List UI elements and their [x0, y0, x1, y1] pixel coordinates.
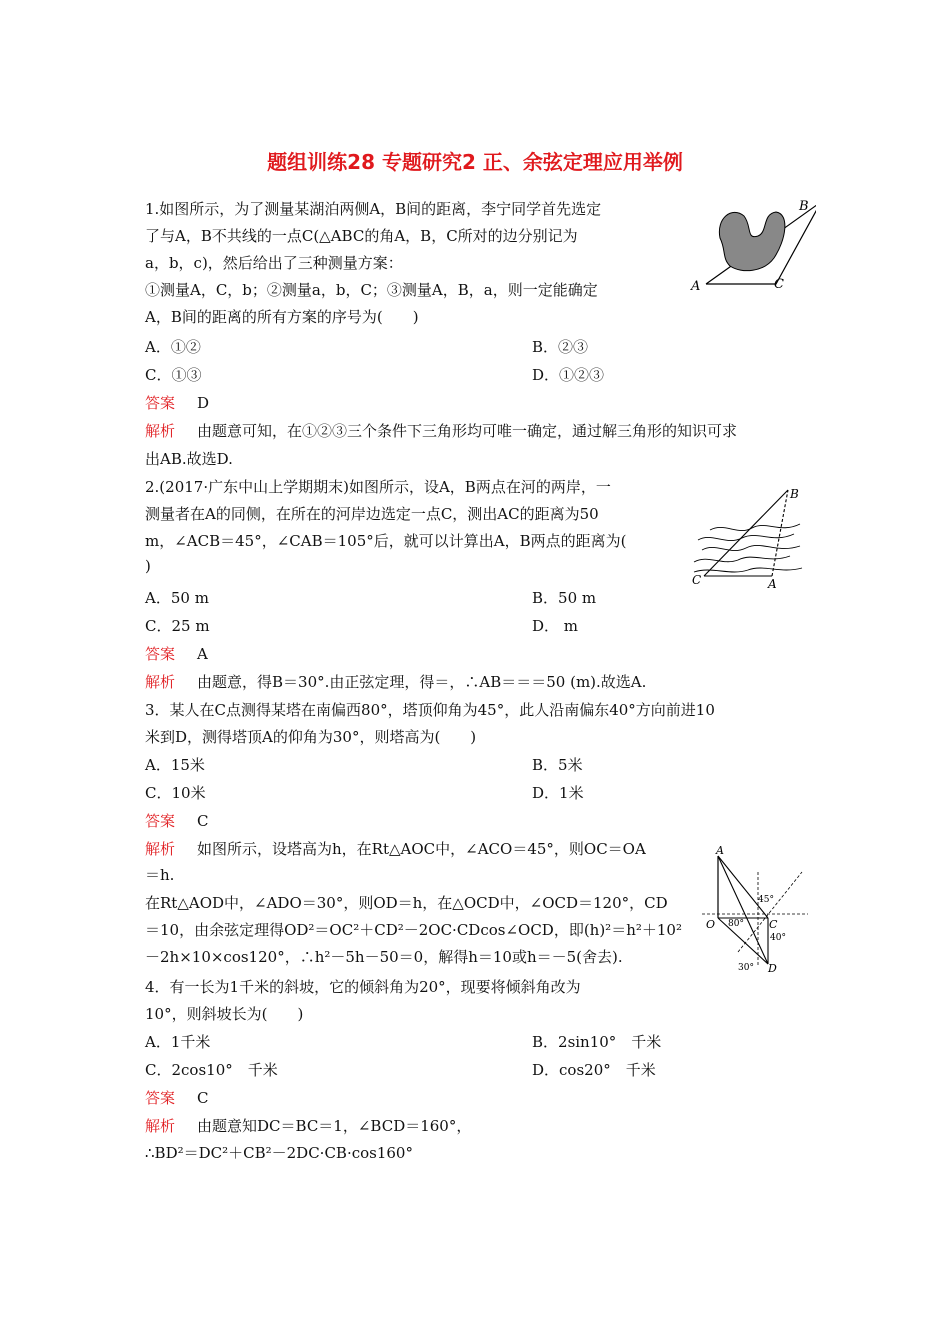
q3-angle-30: 30°: [738, 963, 754, 973]
q1-label-c: C: [774, 277, 784, 292]
q2-line-2: 测量者在A的同侧，在所在的河岸边选定一点C，测出AC的距离为50: [145, 505, 599, 523]
q3-line-2: 米到D，测得塔顶A的仰角为30°，则塔高为( ): [145, 728, 477, 746]
q2-line-4: ): [145, 557, 151, 575]
q1-analysis-line-1: 由题意可知，在①②③三个条件下三角形均可唯一确定，通过解三角形的知识可求: [197, 422, 738, 440]
q2-analysis: [145, 671, 646, 692]
q1-analysis: [145, 420, 737, 441]
q2-option-d: D． m: [532, 617, 579, 635]
q4-option-b: B．2sin10° 千米: [532, 1033, 662, 1051]
answer-label: 答案: [145, 645, 176, 663]
q3-answer-value: C: [197, 812, 209, 830]
answer-label: 答案: [145, 812, 176, 830]
q3-tower-figure: [698, 842, 810, 974]
q1-option-c: C．①③: [145, 366, 202, 384]
q2-line-1: 2.(2017·广东中山上学期期末)如图所示，设A，B两点在河的两岸，一: [145, 478, 611, 496]
q1-answer-value: D: [197, 394, 210, 412]
q3-analysis: [145, 838, 646, 859]
q3-analysis-line-5: －2h×10×cos120°，∴h²－5h－50＝0，解得h＝10或h＝－5(舍去).: [145, 948, 623, 966]
q1-label-a: A: [691, 279, 701, 294]
q3-label-d: D: [768, 962, 777, 974]
q3-option-b: B．5米: [532, 756, 583, 774]
q3-option-c: C．10米: [145, 784, 206, 802]
q4-line-1: 4．有一长为1千米的斜坡，它的倾斜角为20°，现要将倾斜角改为: [145, 978, 581, 996]
analysis-label: 解析: [145, 840, 176, 858]
q3-angle-80: 80°: [728, 919, 744, 929]
q3-label-c: C: [769, 918, 778, 931]
q1-label-b: B: [799, 199, 809, 214]
q4-analysis-line-1: 由题意知DC＝BC＝1，∠BCD＝160°，: [197, 1117, 472, 1135]
q3-line-1: 3．某人在C点测得某塔在南偏西80°，塔顶仰角为45°，此人沿南偏东40°方向前进10: [145, 701, 715, 719]
q2-option-b: B．50 m: [532, 589, 597, 607]
q1-line-4: ①测量A，C，b；②测量a，b，C；③测量A，B，a，则一定能确定: [145, 281, 598, 299]
q4-line-2: 10°，则斜坡长为( ): [145, 1005, 304, 1023]
answer-label: 答案: [145, 394, 176, 412]
q2-answer: [145, 643, 208, 664]
q3-option-d: D．1米: [532, 784, 584, 802]
q3-option-a: A．15米: [145, 756, 205, 774]
q2-answer-value: A: [197, 645, 208, 663]
q2-label-b: B: [790, 487, 799, 501]
q2-label-a: A: [768, 577, 777, 588]
analysis-label: 解析: [145, 422, 176, 440]
q2-analysis-text: 由题意，得B＝30°.由正弦定理，得＝，∴AB＝＝＝50 (m).故选A.: [197, 673, 647, 691]
q4-answer-value: C: [197, 1089, 209, 1107]
q3-analysis-line-2: ＝h.: [145, 866, 175, 884]
q3-label-a: A: [716, 844, 724, 857]
q3-answer: [145, 810, 209, 831]
q2-option-a: A．50 m: [145, 589, 209, 607]
q3-label-o: O: [706, 918, 716, 931]
q4-option-d: D．cos20° 千米: [532, 1061, 656, 1079]
q4-analysis-line-2: ∴BD²＝DC²＋CB²－2DC·CB·cos160°: [145, 1144, 413, 1162]
answer-label: 答案: [145, 1089, 176, 1107]
q1-line-3: a，b，c)，然后给出了三种测量方案：: [145, 254, 403, 272]
analysis-label: 解析: [145, 673, 176, 691]
q1-option-a: A．①②: [145, 338, 201, 356]
q4-analysis: [145, 1115, 471, 1136]
q1-line-5: A，B间的距离的所有方案的序号为( ): [145, 308, 419, 326]
q2-label-c: C: [692, 573, 702, 587]
q3-angle-45: 45°: [758, 895, 774, 905]
q4-option-a: A．1千米: [145, 1033, 211, 1051]
analysis-label: 解析: [145, 1117, 176, 1135]
q1-line-1: 1.如图所示，为了测量某湖泊两侧A，B间的距离，李宁同学首先选定: [145, 200, 602, 218]
q2-line-3: m，∠ACB＝45°，∠CAB＝105°后，就可以计算出A，B两点的距离为(: [145, 532, 627, 550]
q3-analysis-line-4: ＝10，由余弦定理得OD²＝OC²＋CD²－2OC·CDcos∠OCD，即(h)²＝h²＋10²: [145, 921, 682, 939]
q2-river-figure: [690, 484, 815, 588]
q4-answer: [145, 1087, 209, 1108]
page-title: 题组训练28 专题研究2 正、余弦定理应用举例: [267, 150, 683, 174]
q2-option-c: C．25 m: [145, 617, 210, 635]
q1-lake-figure: [686, 196, 816, 296]
q4-option-c: C．2cos10° 千米: [145, 1061, 278, 1079]
q1-option-d: D．①②③: [532, 366, 605, 384]
q3-angle-40: 40°: [770, 933, 786, 943]
q1-analysis-line-2: 出AB.故选D.: [145, 450, 233, 468]
q3-analysis-line-1: 如图所示，设塔高为h，在Rt△AOC中，∠ACO＝45°，则OC＝OA: [197, 840, 646, 858]
q1-option-b: B．②③: [532, 338, 589, 356]
q3-analysis-line-3: 在Rt△AOD中，∠ADO＝30°，则OD＝h，在△OCD中，∠OCD＝120°，CD: [145, 894, 668, 912]
q1-answer: [145, 392, 209, 413]
q1-line-2: 了与A，B不共线的一点C(△ABC的角A，B，C所对的边分别记为: [145, 227, 578, 245]
